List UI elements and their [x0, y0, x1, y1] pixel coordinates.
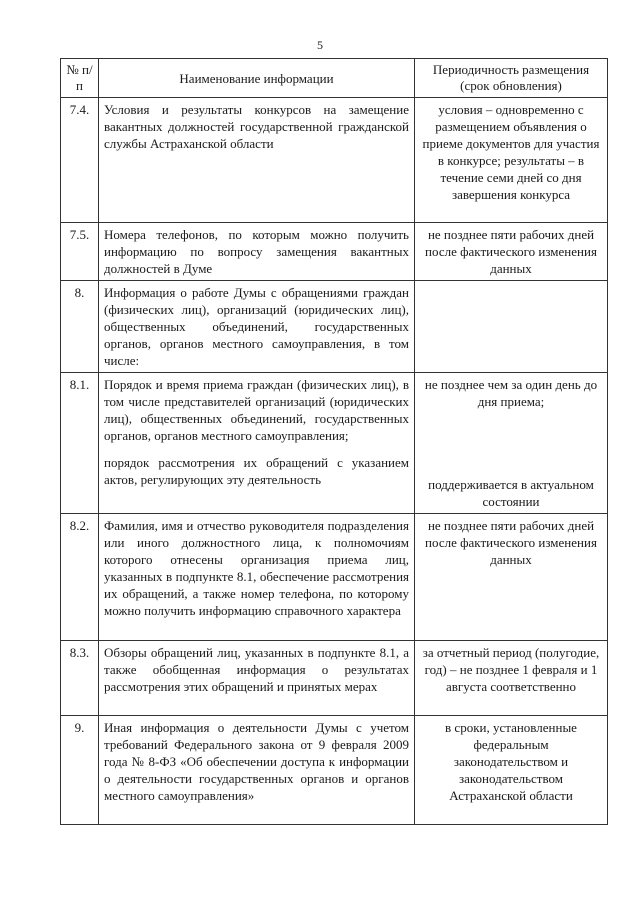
- row-period: [415, 223, 608, 281]
- description-text: Условия и результаты конкурсов на замещение вакантных должностей государственной гражданской службы Астраханской области: [104, 102, 409, 151]
- period-text: не позднее чем за один день до дня приема;: [424, 377, 598, 409]
- row-description: [99, 514, 415, 641]
- table-row: [61, 641, 608, 716]
- table-row: [61, 373, 608, 514]
- row-number: 8.: [61, 281, 99, 373]
- information-table: [60, 58, 608, 825]
- row-description: [99, 716, 415, 825]
- description-text: Фамилия, имя и отчество руководителя подразделения или иного должностного лица, к полномочиям которого отнесены организация приема лиц, указанных в подпункте 8.1, обеспечение рассмотрения их обращений, а также номер телефона, по которому можно получить информацию справочного характера: [104, 518, 409, 618]
- description-text: Информация о работе Думы с обращениями граждан (физических лиц), организаций (юридических лиц), общественных объединений, государственных органов, органов местного самоуправления, в том числе:: [104, 285, 409, 368]
- table-row: [61, 281, 608, 373]
- description-text: Порядок и время приема граждан (физических лиц), в том числе представителей организаций (юридических лиц), общественных объединений, государственных органов, органов местного самоуправления;: [104, 377, 409, 443]
- table-row: [61, 98, 608, 223]
- period-text: поддерживается в актуальном состоянии: [428, 477, 594, 509]
- row-period: [415, 98, 608, 223]
- header-number: № п/п: [61, 59, 99, 98]
- period-text: за отчетный период (полугодие, год) – не позднее 1 февраля и 1 августа соответственно: [422, 645, 600, 694]
- header-period: Периодичность размещения (срок обновления): [415, 59, 608, 98]
- row-number: 7.4.: [61, 98, 99, 223]
- row-number: 9.: [61, 716, 99, 825]
- table-row: [61, 716, 608, 825]
- header-name: Наименование информации: [99, 59, 415, 98]
- row-number: 7.5.: [61, 223, 99, 281]
- table-row: [61, 514, 608, 641]
- row-period: [415, 281, 608, 373]
- row-description: [99, 223, 415, 281]
- description-text: Иная информация о деятельности Думы с учетом требований Федерального закона от 9 февраля 2009 года № 8-ФЗ «Об обеспечении доступа к информации о деятельности государственных органов и органов местного самоуправления»: [104, 720, 409, 803]
- period-text: не позднее пяти рабочих дней после фактического изменения данных: [425, 227, 597, 276]
- row-description: [99, 281, 415, 373]
- description-text: порядок рассмотрения их обращений с указанием актов, регулирующих эту деятельность: [104, 455, 409, 487]
- row-period: [415, 373, 608, 514]
- row-number: 8.3.: [61, 641, 99, 716]
- period-text: условия – одновременно с размещением объявления о приеме документов для участия в конкурсе; результаты – в течение семи дней со дня завершения конкурса: [422, 102, 600, 202]
- description-text: Номера телефонов, по которым можно получить информацию по вопросу замещения вакантных должностей в Думе: [104, 227, 409, 276]
- table-header-row: [61, 59, 608, 98]
- period-text: не позднее пяти рабочих дней после фактического изменения данных: [425, 518, 597, 567]
- row-description: [99, 373, 415, 514]
- row-period: [415, 641, 608, 716]
- row-period: [415, 716, 608, 825]
- row-description: [99, 98, 415, 223]
- row-number: 8.1.: [61, 373, 99, 514]
- period-text: в сроки, установленные федеральным законодательством и законодательством Астраханской области: [445, 720, 577, 803]
- row-number: 8.2.: [61, 514, 99, 641]
- row-description: [99, 641, 415, 716]
- description-text: Обзоры обращений лиц, указанных в подпункте 8.1, а также обобщенная информация о результатах рассмотрения этих обращений и принятых мерах: [104, 645, 409, 694]
- page-number: 5: [317, 38, 323, 52]
- row-period: [415, 514, 608, 641]
- table-row: [61, 223, 608, 281]
